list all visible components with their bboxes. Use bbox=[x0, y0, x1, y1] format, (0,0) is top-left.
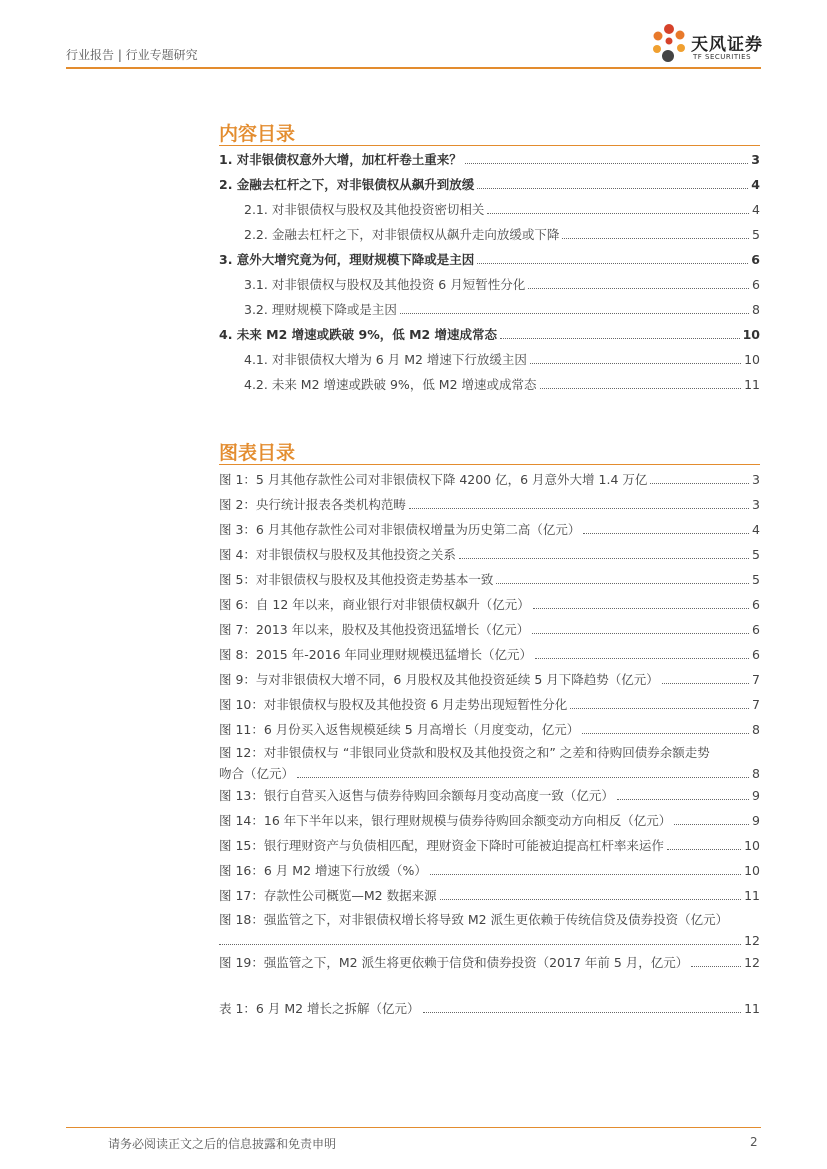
figure-item[interactable]: 图 16：6 月 M2 增速下行放缓（%） 10 bbox=[219, 863, 760, 878]
table-item[interactable]: 表 1：6 月 M2 增长之拆解（亿元） 11 bbox=[219, 1001, 760, 1016]
figure-item[interactable]: 图 6：自 12 年以来，商业银行对非银债权飙升（亿元） 6 bbox=[219, 597, 760, 612]
logo-text-en: TF SECURITIES bbox=[693, 53, 752, 61]
toc-subitem[interactable]: 4.2. 未来 M2 增速或跌破 9%，低 M2 增速或成常态 11 bbox=[244, 377, 760, 392]
figure-item[interactable]: 图 17：存款性公司概览—M2 数据来源 11 bbox=[219, 888, 760, 903]
figure-item[interactable]: 图 7：2013 年以来，股权及其他投资迅猛增长（亿元） 6 bbox=[219, 622, 760, 637]
figure-item-multiline[interactable]: 图 18：强监管之下，对非银债权增长将导致 M2 派生更依赖于传统信贷及债券投资（亿元） 12 bbox=[219, 912, 760, 948]
figure-item[interactable]: 图 9：与对非银债权大增不同，6 月股权及其他投资延续 5 月下降趋势（亿元） 7 bbox=[219, 672, 760, 687]
figure-item[interactable]: 图 2：央行统计报表各类机构范畴 3 bbox=[219, 497, 760, 512]
figures-title-underline bbox=[219, 464, 760, 465]
logo-mark-icon bbox=[648, 22, 690, 66]
figure-item[interactable]: 图 11：6 月份买入返售规模延续 5 月高增长（月度变动，亿元） 8 bbox=[219, 722, 760, 737]
toc-subitem[interactable]: 2.2. 金融去杠杆之下，对非银债权从飙升走向放缓或下降 5 bbox=[244, 227, 760, 242]
contents-title: 内容目录 bbox=[219, 123, 296, 145]
figure-item[interactable]: 图 15：银行理财资产与负债相匹配，理财资金下降时可能被迫提高杠杆率来运作 10 bbox=[219, 838, 760, 853]
figures-title: 图表目录 bbox=[219, 442, 296, 464]
figure-item[interactable]: 图 13：银行自营买入返售与债券待购回余额每月变动高度一致（亿元） 9 bbox=[219, 788, 760, 803]
figure-item[interactable]: 图 4：对非银债权与股权及其他投资之关系 5 bbox=[219, 547, 760, 562]
figure-item[interactable]: 图 1：5 月其他存款性公司对非银债权下降 4200 亿，6 月意外大增 1.4 万亿 3 bbox=[219, 472, 760, 487]
report-category: 行业报告 | 行业专题研究 bbox=[66, 48, 198, 62]
toc-subitem[interactable]: 3.1. 对非银债权与股权及其他投资 6 月短暂性分化 6 bbox=[244, 277, 760, 292]
figure-item[interactable]: 图 5：对非银债权与股权及其他投资走势基本一致 5 bbox=[219, 572, 760, 587]
toc-item[interactable]: 3. 意外大增究竟为何，理财规模下降或是主因 6 bbox=[219, 252, 760, 267]
toc-item[interactable]: 1. 对非银债权意外大增，加杠杆卷土重来？ 3 bbox=[219, 152, 760, 167]
header-divider bbox=[66, 67, 761, 69]
footer-divider bbox=[66, 1127, 761, 1128]
figure-item[interactable]: 图 3：6 月其他存款性公司对非银债权增量为历史第二高（亿元） 4 bbox=[219, 522, 760, 537]
toc-item[interactable]: 2. 金融去杠杆之下，对非银债权从飙升到放缓 4 bbox=[219, 177, 760, 192]
figure-item[interactable]: 图 10：对非银债权与股权及其他投资 6 月走势出现短暂性分化 7 bbox=[219, 697, 760, 712]
toc-subitem[interactable]: 2.1. 对非银债权与股权及其他投资密切相关 4 bbox=[244, 202, 760, 217]
company-logo bbox=[648, 22, 770, 66]
figure-item[interactable]: 图 19：强监管之下，M2 派生将更依赖于信贷和债券投资（2017 年前 5 月，亿元） 12 bbox=[219, 955, 760, 970]
toc-item[interactable]: 4. 未来 M2 增速或跌破 9%，低 M2 增速成常态 10 bbox=[219, 327, 760, 342]
figure-item[interactable]: 图 8：2015 年-2016 年同业理财规模迅猛增长（亿元） 6 bbox=[219, 647, 760, 662]
figure-item[interactable]: 图 14：16 年下半年以来，银行理财规模与债券待购回余额变动方向相反（亿元） 9 bbox=[219, 813, 760, 828]
logo-text-cn: 天风证券 bbox=[691, 35, 763, 55]
disclaimer-text: 请务必阅读正文之后的信息披露和免责申明 bbox=[108, 1137, 337, 1151]
toc-subitem[interactable]: 3.2. 理财规模下降或是主因 8 bbox=[244, 302, 760, 317]
page-number: 2 bbox=[750, 1135, 758, 1149]
contents-title-underline bbox=[219, 145, 760, 146]
figure-item-multiline[interactable]: 图 12：对非银债权与 “非银同业贷款和股权及其他投资之和” 之差和待购回债券余额走势 吻合（亿元） 8 bbox=[219, 745, 760, 781]
toc-subitem[interactable]: 4.1. 对非银债权大增为 6 月 M2 增速下行放缓主因 10 bbox=[244, 352, 760, 367]
